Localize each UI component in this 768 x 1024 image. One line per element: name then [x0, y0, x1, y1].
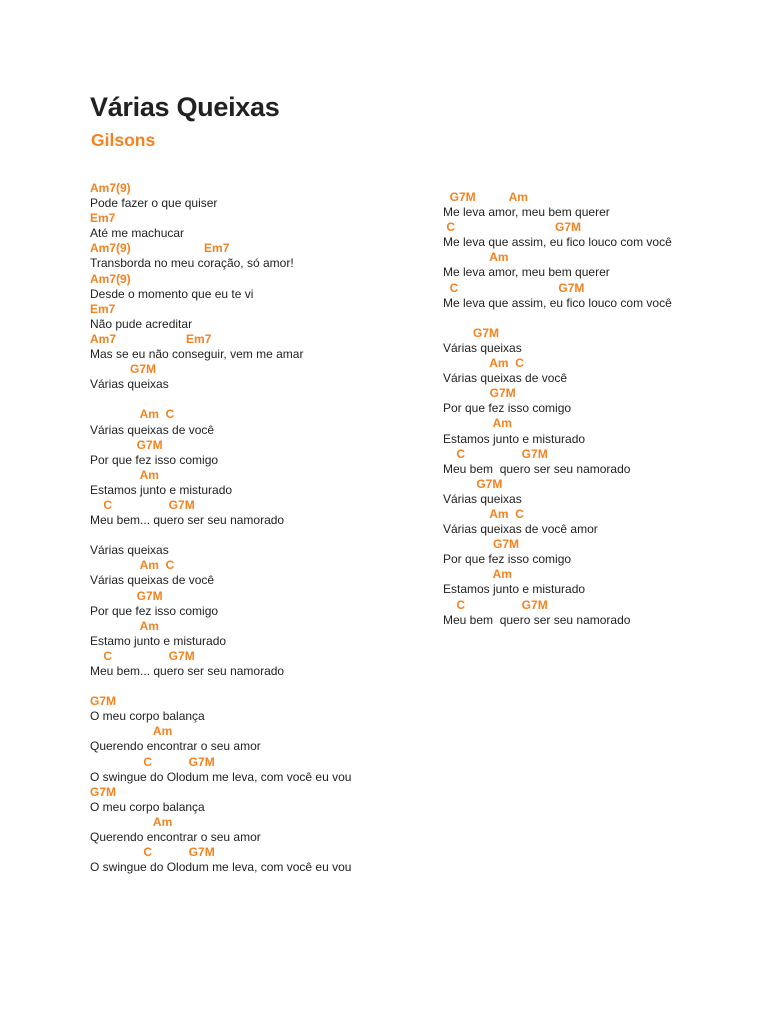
- chord-line: Am C: [443, 356, 524, 371]
- chord-line: G7M: [443, 476, 503, 491]
- chord-line: C G7M: [90, 497, 195, 512]
- chord-line: G7M: [443, 537, 520, 552]
- lyric-line: Me leva que assim, eu fico louco com você: [443, 235, 672, 250]
- lyric-line: Por que fez isso comigo: [90, 452, 219, 467]
- lyric-line: Meu bem... quero ser seu namorado: [90, 664, 285, 678]
- song-title: Várias Queixas: [90, 92, 280, 122]
- lyric-line: Estamos junto e misturado: [90, 482, 233, 497]
- chord-line: Am: [443, 416, 512, 431]
- lyric-line: Desde o momento que eu te vi: [90, 286, 254, 301]
- lyric-line: Estamo junto e misturado: [90, 633, 227, 648]
- chord-line: Am7(9): [90, 181, 131, 195]
- lyric-line: O swingue do Olodum me leva, com você eu vou: [90, 860, 352, 875]
- chord-line: G7M: [90, 588, 163, 603]
- lyric-line: Várias queixas: [443, 340, 522, 355]
- lyric-line: Me leva amor, meu bem querer: [443, 265, 610, 280]
- chord-line: Em7: [90, 301, 116, 316]
- lyric-line: Por que fez isso comigo: [443, 401, 572, 416]
- chord-line: G7M: [443, 325, 500, 340]
- chord-line: G7M Am: [443, 190, 528, 204]
- chord-line: G7M: [90, 362, 157, 377]
- chord-line: Am7 Em7: [90, 331, 212, 346]
- chord-line: Am C: [443, 506, 524, 521]
- lyric-line: Querendo encontrar o seu amor: [90, 830, 261, 845]
- lyric-line: Meu bem quero ser seu namorado: [443, 612, 631, 627]
- lyric-line: Meu bem quero ser seu namorado: [443, 461, 631, 476]
- stanza-gap: [90, 679, 420, 694]
- chord-line: G7M: [443, 386, 516, 401]
- lyric-line: Transborda no meu coração, só amor!: [90, 256, 294, 271]
- lyric-line: Várias queixas de você: [443, 371, 568, 386]
- chord-line: C G7M: [90, 845, 215, 860]
- chord-line: C G7M: [443, 220, 582, 235]
- lyric-line: Várias queixas de você amor: [443, 522, 598, 537]
- artist-name: Gilsons: [91, 130, 156, 150]
- lyric-line: O swingue do Olodum me leva, com você eu vou: [90, 769, 352, 784]
- chord-line: Am: [443, 567, 512, 582]
- stanza-gap: [90, 528, 420, 543]
- chord-line: C G7M: [443, 280, 585, 295]
- lyric-line: Várias queixas: [443, 491, 522, 506]
- lyric-line: Não pude acreditar: [90, 316, 193, 331]
- lyric-line: Estamos junto e misturado: [443, 582, 586, 597]
- chord-line: Am: [90, 724, 173, 739]
- chord-line: Am: [90, 467, 159, 482]
- lyric-line: Por que fez isso comigo: [443, 552, 572, 567]
- chord-line: C G7M: [90, 648, 195, 663]
- chord-line: G7M: [90, 437, 163, 452]
- lyric-line: Várias queixas: [90, 543, 169, 558]
- lyric-line: Me leva amor, meu bem querer: [443, 205, 610, 220]
- chord-line: C G7M: [443, 597, 548, 612]
- chord-line: Am: [90, 618, 159, 633]
- lyric-line: Várias queixas de você: [90, 422, 215, 437]
- lyric-line: Por que fez isso comigo: [90, 603, 219, 618]
- chord-line: Am7(9): [90, 271, 131, 286]
- lyrics-column-left: [90, 181, 420, 875]
- lyric-line: Até me machucar: [90, 226, 185, 241]
- chord-line: Am C: [90, 558, 175, 573]
- lyric-line: Estamos junto e misturado: [443, 431, 586, 446]
- chord-line: Am7(9) Em7: [90, 241, 230, 256]
- chord-line: Am: [90, 814, 173, 829]
- lyric-line: Me leva que assim, eu fico louco com você: [443, 295, 672, 310]
- chord-line: G7M: [90, 694, 117, 709]
- lyric-line: Mas se eu não conseguir, vem me amar: [90, 347, 304, 362]
- chord-line: Em7: [90, 211, 116, 226]
- chord-line: C G7M: [443, 446, 548, 461]
- chord-line: Am: [443, 250, 509, 265]
- lyric-line: Querendo encontrar o seu amor: [90, 739, 261, 754]
- stanza-gap: [443, 311, 743, 326]
- lyric-line: O meu corpo balança: [90, 799, 205, 814]
- lyrics-column-right: [443, 190, 743, 628]
- lyric-line: Pode fazer o que quiser: [90, 196, 218, 211]
- stanza-gap: [90, 392, 420, 407]
- lyric-line: Várias queixas: [90, 377, 169, 392]
- lyric-line: Meu bem... quero ser seu namorado: [90, 513, 285, 528]
- lyric-line: Várias queixas de você: [90, 573, 215, 588]
- chord-line: Am C: [90, 407, 175, 422]
- chord-line: G7M: [90, 784, 117, 799]
- lyric-line: O meu corpo balança: [90, 709, 205, 724]
- chord-line: C G7M: [90, 754, 215, 769]
